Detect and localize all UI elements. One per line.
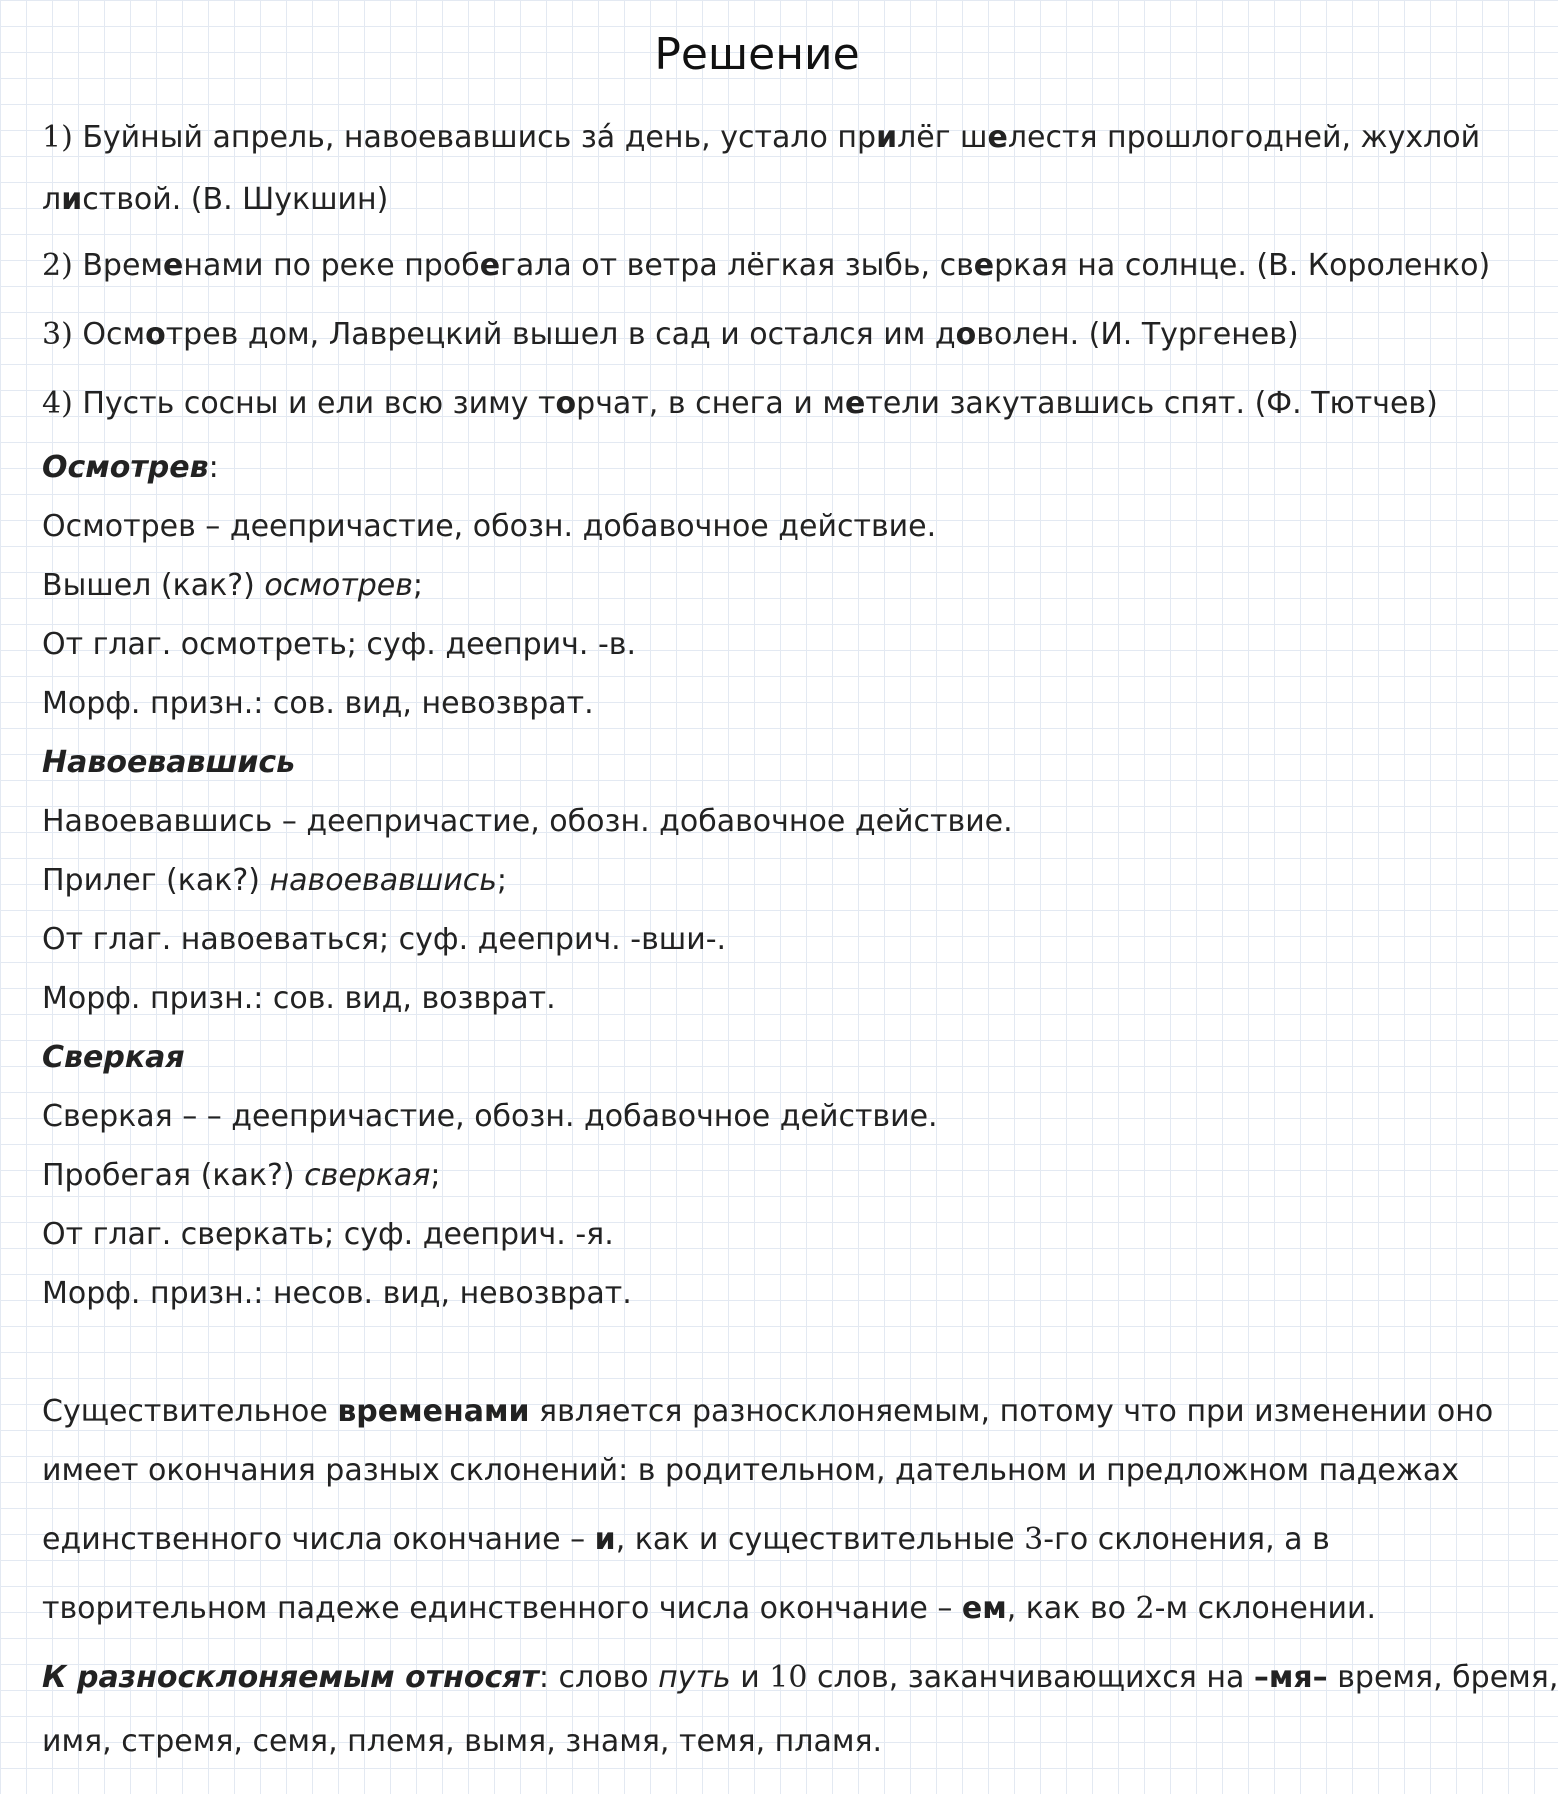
declension-number: 3 [1024,1522,1044,1557]
sentence-number: 4) [42,386,73,421]
text-run: рчат, в снега и м [576,386,845,421]
text-run: л [42,182,62,217]
text-run: : слово [538,1660,659,1695]
sentence-number: 2) [42,248,73,283]
declension-number: 2 [1135,1591,1155,1626]
noun-paragraph-line-2: имеет окончания разных склонений: в родительном, дательном и предложном падежах [42,1453,1460,1488]
analysis-morph-1: Морф. призн.: сов. вид, невозврат. [42,686,594,721]
text-run: единственного числа окончание – [42,1522,595,1557]
text-run: слов, заканчивающихся на [807,1660,1254,1695]
sentence-number: 1) [42,120,73,155]
stressed-letter: е [987,120,1008,155]
text-run: ствой. (В. Шукшин) [82,182,389,217]
text-run: ркая на солнце. (В. Короленко) [994,248,1491,283]
text-run: лёг ш [897,120,988,155]
text-run: , как и существительные [615,1522,1025,1557]
noun-paragraph-line-3 [42,1520,1482,1560]
stressed-letter: и [876,120,898,155]
analysis-definition-3: Сверкая – – деепричастие, обозн. добавочное действие. [42,1099,938,1134]
text-run: , как во [1006,1591,1136,1626]
heading-suffix: : [208,450,219,485]
analysis-question-2 [42,861,1482,901]
text-run: Пусть сосны и ели всю зиму т [72,386,556,421]
sentence-1-line-1 [42,118,1482,158]
text-run: Осм [72,317,146,352]
analysis-question-3 [42,1156,1482,1196]
text-run: Буйный апрель, навоевавшись зá день, устало пр [72,120,877,155]
word-count: 10 [769,1660,808,1695]
sentence-3 [42,315,1482,355]
sentence-4 [42,384,1482,424]
stressed-letter: е [479,248,501,283]
sentence-text [73,386,1438,421]
sentence-text [73,120,1480,155]
text-run: Врем [72,248,164,283]
question-prefix: Вышел (как?) [42,568,265,603]
stressed-letter: о [955,317,977,352]
analysis-word: Осмотрев [42,450,209,485]
text-run: лестя прошлогодней, жухлой [1007,120,1481,155]
text-run: Существительное [42,1394,338,1429]
sentence-2 [42,246,1491,286]
suffix: –мя– [1253,1660,1328,1695]
rule-heading: К разносклоняемым относят [42,1660,539,1695]
ending: ем [961,1591,1007,1626]
analysis-heading-3 [42,1038,1482,1078]
question-suffix: ; [496,863,507,898]
sentence-text [73,248,1490,283]
stressed-letter: и [61,182,83,217]
text-run: и [730,1660,770,1695]
question-prefix: Пробегая (как?) [42,1158,305,1193]
sentence-number: 3) [42,317,73,352]
text-run: является разносклоняемым, потому что при изменении оно [529,1394,1494,1429]
analysis-definition-2: Навоевавшись – деепричастие, обозн. добавочное действие. [42,804,1013,839]
sentence-1-line-2 [42,180,1482,220]
analysis-word: Навоевавшись [42,745,296,780]
text-run: волен. (И. Тургенев) [976,317,1299,352]
stressed-letter: е [163,248,184,283]
noun-paragraph-line-4 [42,1589,1482,1629]
text-run: трев дом, Лаврецкий вышел в сад и остался им д [165,317,956,352]
question-suffix: ; [430,1158,441,1193]
text-run: -го склонения, а в [1043,1522,1330,1557]
question-word: осмотрев [264,568,413,603]
analysis-word: Сверкая [42,1040,185,1075]
analysis-heading-1 [42,448,1482,488]
analysis-morph-2: Морф. призн.: сов. вид, возврат. [42,981,556,1016]
text-run: нами по реке проб [183,248,480,283]
question-word: навоевавшись [269,863,497,898]
stressed-letter: о [555,386,577,421]
analysis-heading-2 [42,743,1482,783]
analysis-morph-3: Морф. призн.: несов. вид, невозврат. [42,1276,632,1311]
rule-paragraph-line-2: имя, стремя, семя, племя, вымя, знамя, темя, пламя. [42,1724,883,1759]
text-run: -м склонении. [1154,1591,1376,1626]
question-word: сверкая [304,1158,431,1193]
text-run: творительном падеже единственного числа окончание – [42,1591,962,1626]
sentence-text [73,317,1299,352]
text-run: время, бремя, [1327,1660,1558,1695]
analysis-question-1 [42,566,1482,606]
analysis-derivation-2: От глаг. навоеваться; суф. дееприч. -вши-. [42,922,727,957]
rule-paragraph-line-1 [42,1658,1558,1698]
page-title: Решение [654,29,860,80]
highlighted-word: временами [337,1394,530,1429]
analysis-definition-1: Осмотрев – деепричастие, обозн. добавочное действие. [42,509,937,544]
stressed-letter: о [145,317,166,352]
example-word: путь [658,1660,731,1695]
question-suffix: ; [412,568,423,603]
text-run: тели закутавшись спят. (Ф. Тютчев) [865,386,1438,421]
analysis-derivation-1: От глаг. осмотреть; суф. дееприч. -в. [42,627,637,662]
text-run: гала от ветра лёгкая зыбь, св [500,248,974,283]
stressed-letter: е [844,386,866,421]
stressed-letter: е [973,248,995,283]
question-prefix: Прилег (как?) [42,863,270,898]
analysis-derivation-3: От глаг. сверкать; суф. дееприч. -я. [42,1217,614,1252]
sentence-text [42,182,388,217]
ending: и [594,1522,616,1557]
noun-paragraph-line-1 [42,1392,1494,1432]
